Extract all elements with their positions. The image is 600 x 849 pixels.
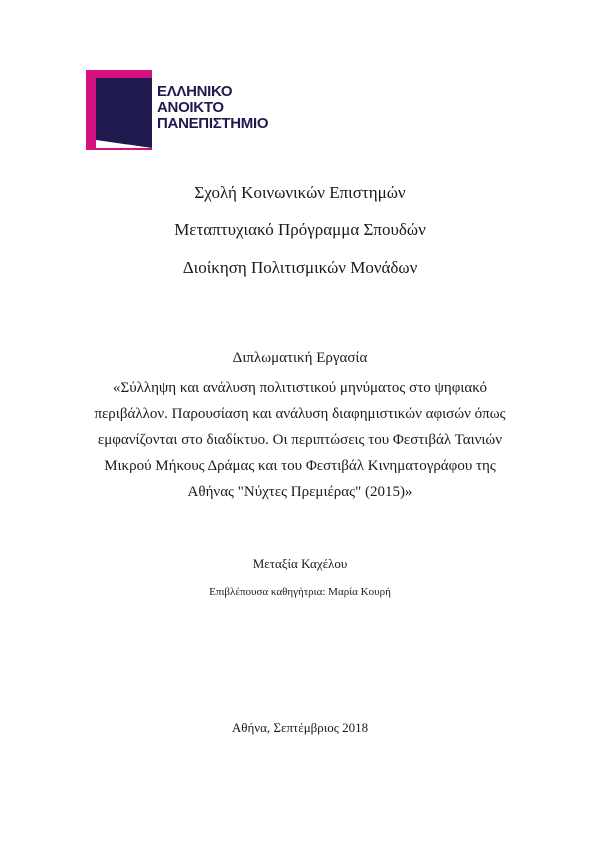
program-name: Μεταπτυχιακό Πρόγραμμα Σπουδών bbox=[174, 220, 426, 239]
author-name: Μεταξία Καχέλου bbox=[252, 556, 348, 571]
university-logo bbox=[86, 70, 286, 150]
supervisor-line: Επιβλέπουσα καθηγήτρια: Μαρία Κουρή bbox=[209, 586, 391, 598]
logo-line-1: ΕΛΛΗΝΙΚΟ bbox=[157, 83, 233, 100]
logo-mark-icon bbox=[86, 70, 156, 150]
specialization-name: Διοίκηση Πολιτισμικών Μονάδων bbox=[182, 258, 418, 277]
logo-wordmark bbox=[157, 84, 268, 132]
school-name: Σχολή Κοινωνικών Επιστημών bbox=[194, 183, 406, 202]
thesis-title: «Σύλληψη και ανάλυση πολιτιστικού μηνύματος στο ψηφιακό περιβάλλον. Παρουσίαση και ανάλυση διαφημιστικών αφισών όπως εμφανίζονται στο διαδίκτυο. Οι περιπτώσεις του Φεστιβάλ Ταινιών Μικρού Μήκους Δράμας και του Φεστιβάλ Κινηματογράφου της Αθήνας "Νύχτες Πρεμιέρας" (2015)» bbox=[94, 380, 506, 500]
logo-line-3: ΠΑΝΕΠΙΣΤΗΜΙΟ bbox=[157, 115, 269, 132]
document-type: Διπλωματική Εργασία bbox=[232, 350, 368, 366]
place-and-date: Αθήνα, Σεπτέμβριος 2018 bbox=[231, 720, 369, 735]
logo-line-2: ΑΝΟΙΚΤΟ bbox=[157, 99, 224, 116]
